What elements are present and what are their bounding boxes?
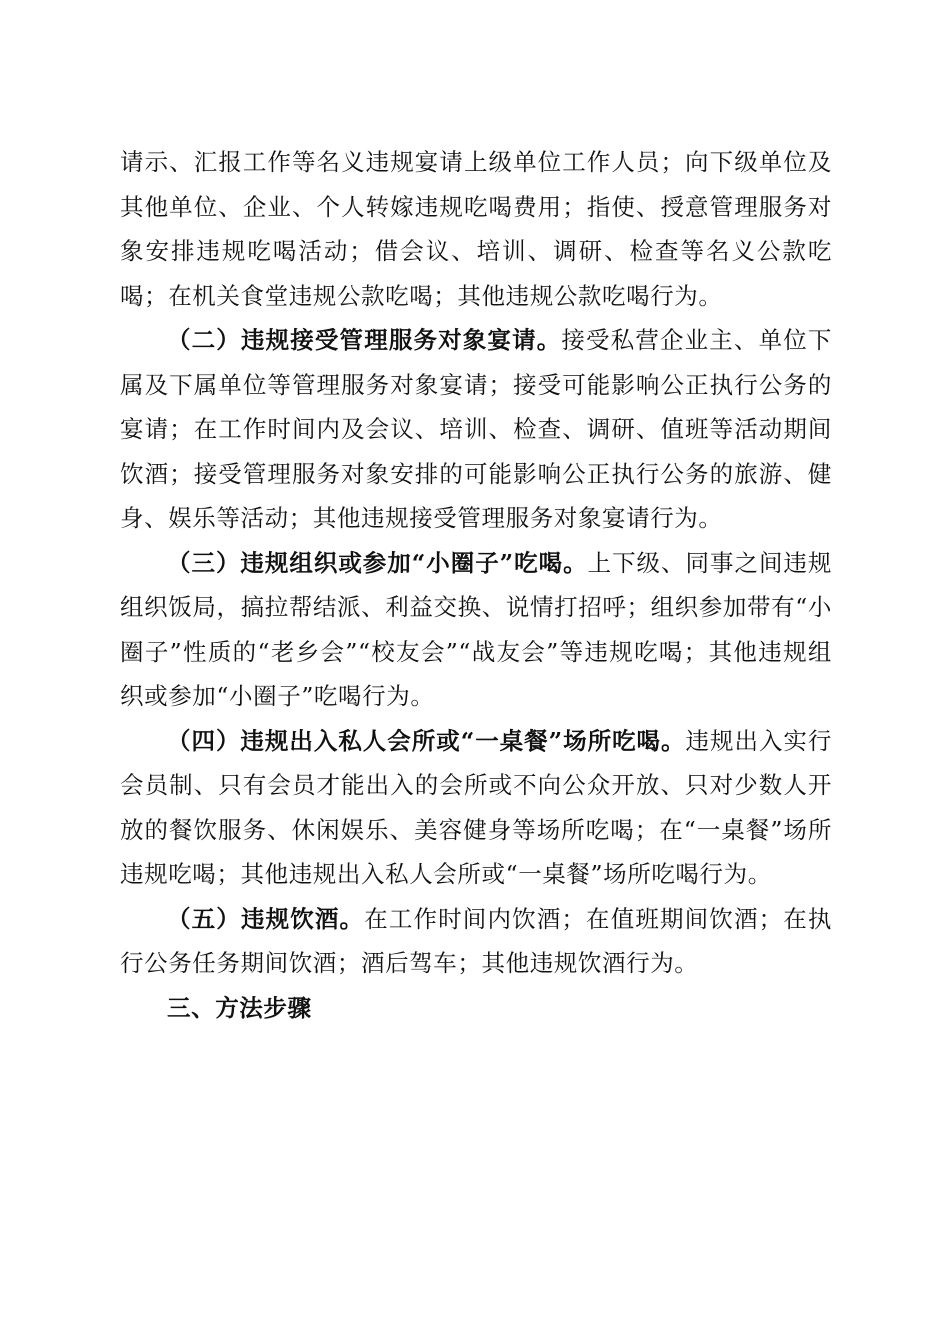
paragraph-item-3 <box>120 541 832 719</box>
paragraph-body: 在工作时间内饮酒；在值班期间饮酒；在执行公务任务期间饮酒；酒后驾车；其他违规饮酒行为。 <box>120 904 832 977</box>
paragraph-item-2 <box>120 318 832 541</box>
paragraph-lead: （二）违规接受管理服务对象宴请。 <box>167 326 562 354</box>
paragraph-body: 接受私营企业主、单位下属及下属单位等管理服务对象宴请；接受可能影响公正执行公务的宴请；在工作时间内及会议、培训、检查、调研、值班等活动期间饮酒；接受管理服务对象安排的可能影响公正执行公务的旅游、健身、娱乐等活动；其他违规接受管理服务对象宴请行为。 <box>120 326 832 532</box>
section-heading: 三、方法步骤 <box>167 993 312 1022</box>
paragraph-lead: （四）违规出入私人会所或“一桌餐”场所吃喝。 <box>167 726 686 755</box>
paragraph-item-4 <box>120 719 832 897</box>
paragraph-body: 上下级、同事之间违规组织饭局，搞拉帮结派、利益交换、说情打招呼；组织参加带有“小圈子”性质的“老乡会”“校友会”“战友会”等违规吃喝；其他违规组织或参加“小圈子”吃喝行为。 <box>120 548 832 710</box>
paragraph-lead: （五）违规饮酒。 <box>167 904 365 933</box>
paragraph-body: 违规出入实行会员制、只有会员才能出入的会所或不向公众开放、只对少数人开放的餐饮服务、休闲娱乐、美容健身等场所吃喝；在“一桌餐”场所违规吃喝；其他违规出入私人会所或“一桌餐”场所吃喝行为。 <box>120 726 832 888</box>
paragraph-body: 请示、汇报工作等名义违规宴请上级单位工作人员；向下级单位及其他单位、企业、个人转嫁违规吃喝费用；指使、授意管理服务对象安排违规吃喝活动；借会议、培训、调研、检查等名义公款吃喝；在机关食堂违规公款吃喝；其他违规公款吃喝行为。 <box>120 148 832 310</box>
paragraph-continuation <box>120 140 832 318</box>
document-page <box>120 140 832 1030</box>
paragraph-item-5 <box>120 897 832 986</box>
paragraph-lead: （三）违规组织或参加“小圈子”吃喝。 <box>167 548 588 577</box>
